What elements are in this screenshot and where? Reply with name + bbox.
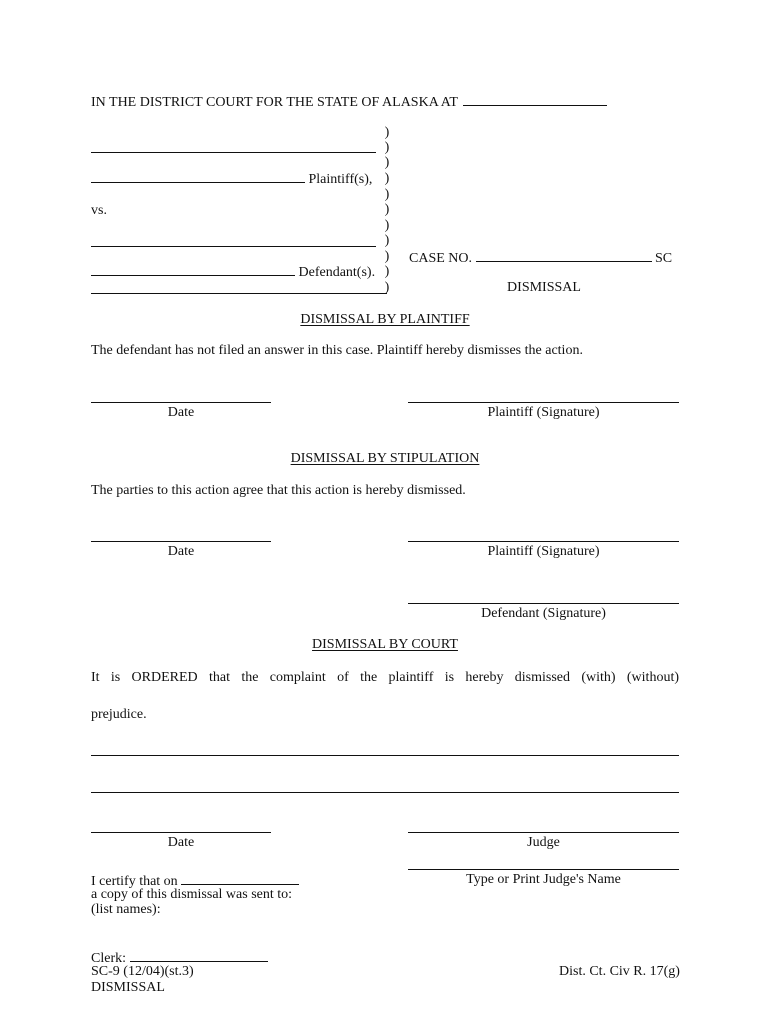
caption-paren: ) [384, 233, 390, 248]
form-id: SC-9 (12/04)(st.3) [91, 964, 194, 979]
caption-paren: ) [384, 155, 390, 170]
caption-paren: ) [384, 218, 390, 233]
plaintiff-signature-label: Plaintiff (Signature) [487, 405, 600, 420]
plaintiff-label: Plaintiff(s), [308, 172, 373, 187]
judge-label: Judge [527, 835, 560, 850]
judge-name-line[interactable] [408, 869, 679, 870]
court-date-label: Date [167, 835, 195, 850]
caption-paren: ) [384, 140, 390, 155]
certify-date-field[interactable] [181, 872, 299, 885]
clerk-signature-field[interactable] [130, 949, 268, 962]
defendant-name-line-2[interactable] [91, 263, 295, 276]
court-order-text-line-1: It is ORDERED that the complaint of the plaintiff is hereby dismissed (with) (without) [91, 670, 679, 685]
vs-label: vs. [91, 203, 107, 218]
document-title: DISMISSAL [507, 280, 581, 295]
case-no-label: CASE NO. [409, 251, 473, 266]
plaintiff-dismissal-text: The defendant has not filed an answer in this case. Plaintiff hereby dismisses the action. [91, 343, 583, 358]
stipulation-defendant-signature-label: Defendant (Signature) [481, 606, 606, 621]
certify-label: I certify that on [91, 874, 178, 889]
case-suffix: SC [655, 251, 673, 266]
certify-list-names-label: (list names): [91, 902, 161, 917]
stipulation-dismissal-text: The parties to this action agree that this action is hereby dismissed. [91, 483, 466, 498]
plaintiff-row [91, 170, 376, 188]
plaintiff-date-label: Date [167, 405, 195, 420]
certify-copy-text: a copy of this dismissal was sent to: [91, 887, 293, 902]
caption-paren: ) [384, 264, 390, 279]
caption-paren: ) [384, 171, 390, 186]
stipulation-date-label: Date [167, 544, 195, 559]
defendant-label: Defendant(s). [298, 265, 376, 280]
court-title: IN THE DISTRICT COURT FOR THE STATE OF ALASKA AT [91, 93, 607, 111]
plaintiff-name-line-1[interactable] [91, 152, 376, 153]
case-no-field[interactable] [476, 249, 652, 262]
defendant-name-line-1[interactable] [91, 246, 376, 247]
plaintiff-date-line[interactable] [91, 402, 271, 403]
judge-name-label: Type or Print Judge's Name [466, 872, 621, 887]
clerk-label: Clerk: [91, 951, 126, 966]
caption-paren: ) [384, 125, 390, 140]
plaintiff-name-line-2[interactable] [91, 170, 305, 183]
court-location-field[interactable] [463, 93, 607, 106]
caption-paren: ) [384, 280, 390, 295]
court-order-blank-line-1[interactable] [91, 755, 679, 756]
judge-signature-line[interactable] [408, 832, 679, 833]
stipulation-defendant-signature-line[interactable] [408, 603, 679, 604]
form-title: DISMISSAL [91, 980, 165, 995]
court-order-blank-line-2[interactable] [91, 792, 679, 793]
defendant-row [91, 263, 391, 281]
court-rule: Dist. Ct. Civ R. 17(g) [559, 964, 680, 979]
plaintiff-signature-line[interactable] [408, 402, 679, 403]
plaintiff-dismissal-heading: DISMISSAL BY PLAINTIFF [300, 312, 470, 327]
court-dismissal-heading: DISMISSAL BY COURT [312, 637, 458, 652]
caption-paren: ) [384, 187, 390, 202]
court-order-text-line-2: prejudice. [91, 707, 147, 722]
stipulation-plaintiff-signature-line[interactable] [408, 541, 679, 542]
court-date-line[interactable] [91, 832, 271, 833]
caption-bottom-line [91, 293, 387, 294]
stipulation-date-line[interactable] [91, 541, 271, 542]
stipulation-plaintiff-signature-label: Plaintiff (Signature) [487, 544, 600, 559]
caption-paren: ) [384, 249, 390, 264]
stipulation-dismissal-heading: DISMISSAL BY STIPULATION [290, 451, 480, 466]
case-no-row [409, 249, 672, 267]
caption-paren: ) [384, 202, 390, 217]
